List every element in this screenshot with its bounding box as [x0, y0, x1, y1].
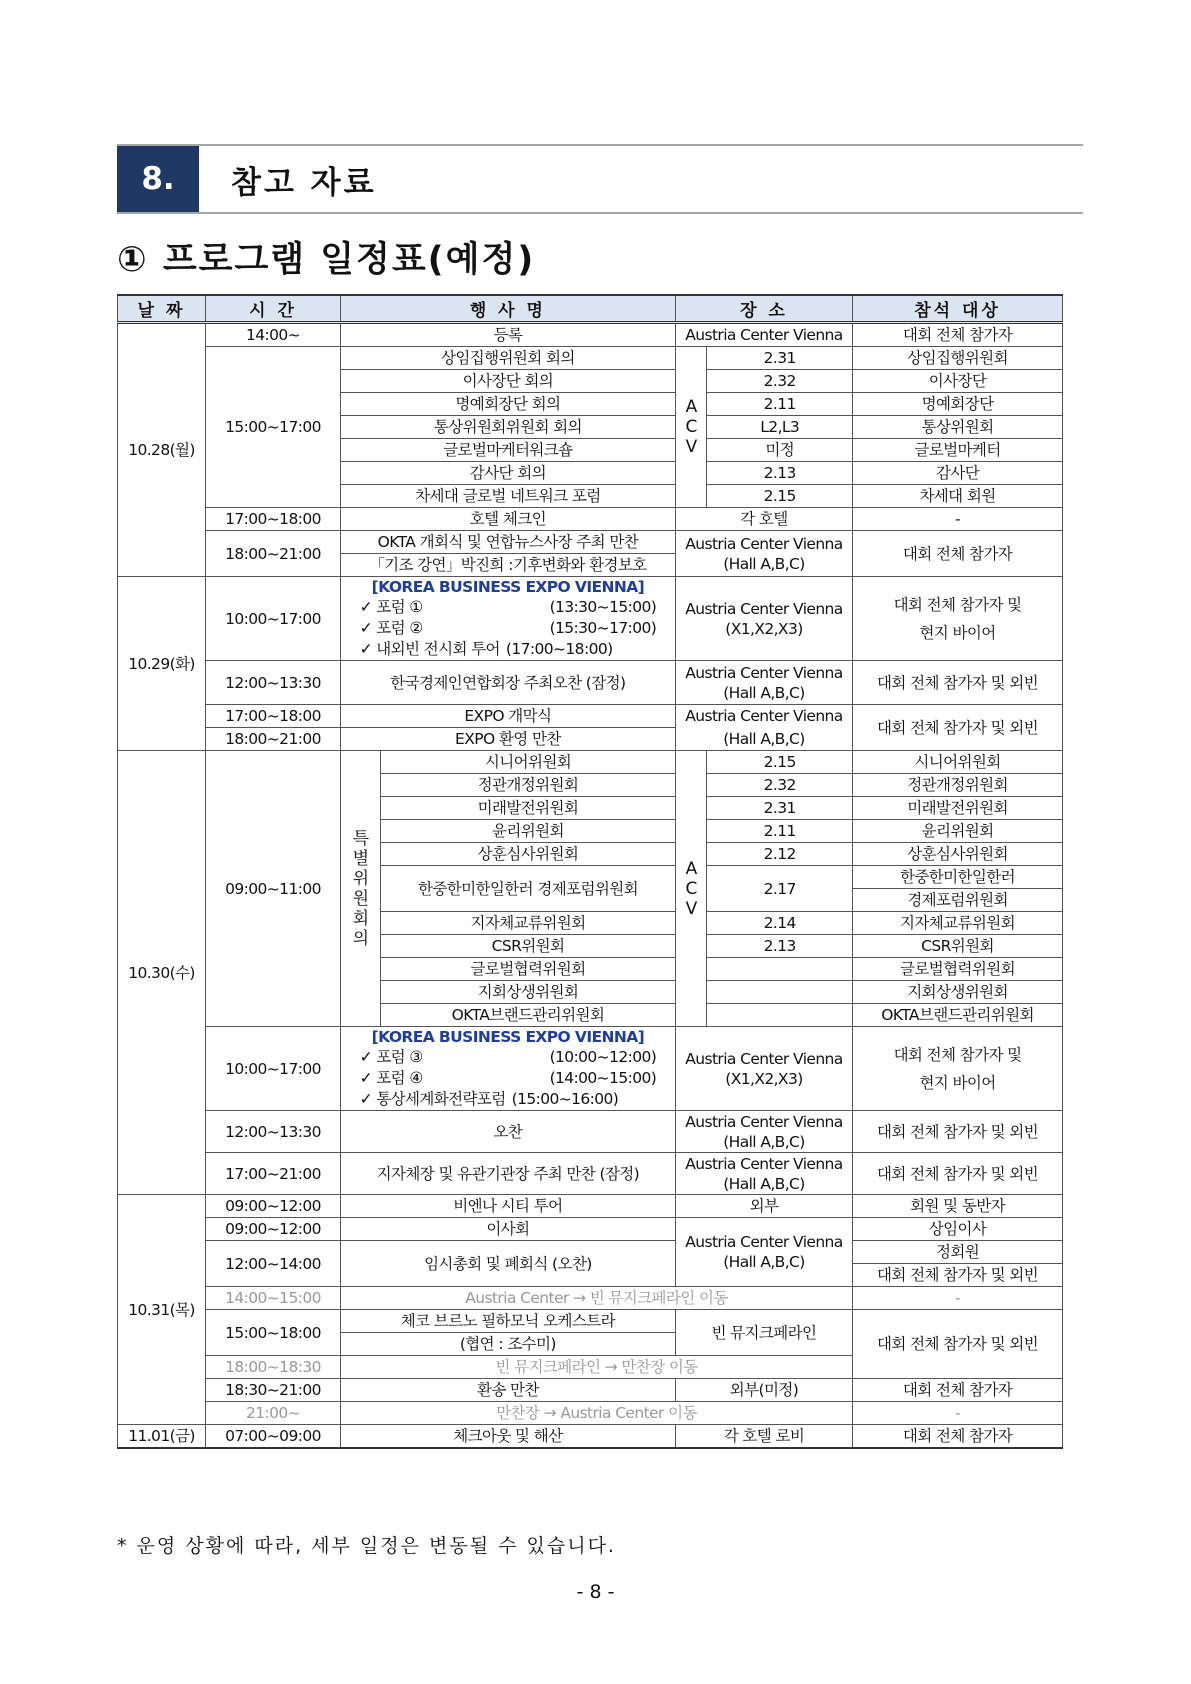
- event-cell: Austria Center → 빈 뮤지크페라인 이동: [340, 1287, 852, 1310]
- list-item: [360, 639, 657, 660]
- event-cell: 글로벌마케터워크숍: [340, 439, 675, 462]
- table-row: [118, 705, 1063, 728]
- venue-line: (Hall A,B,C): [723, 1253, 805, 1271]
- event-cell: 「기조 강연」박진희 :기후변화와 환경보호: [340, 554, 675, 577]
- acv-label: [675, 751, 707, 1027]
- room-cell: 2.15: [707, 751, 853, 774]
- table-row: [118, 1402, 1063, 1425]
- attendees-line: 대회 전체 참가자 및: [893, 1045, 1022, 1064]
- time-cell: 09:00~12:00: [206, 1218, 341, 1241]
- attendees-cell: 대회 전체 참가자 및 외빈: [853, 1153, 1063, 1195]
- event-cell: 환송 만찬: [340, 1379, 675, 1402]
- venue-line: Austria Center Vienna: [685, 1154, 843, 1173]
- section-title: 참고 자료: [231, 164, 377, 201]
- event-cell: 등록: [340, 323, 675, 347]
- attendees-cell: 대회 전체 참가자 및 외빈: [853, 1310, 1063, 1379]
- forum-name: ✓ 포럼 ①: [359, 598, 423, 616]
- date-cell: 10.28(월): [118, 323, 206, 577]
- table-row: [118, 508, 1063, 531]
- venue-line: Austria Center Vienna: [685, 1233, 843, 1251]
- expo-title: [KOREA BUSINESS EXPO VIENNA]: [371, 1028, 645, 1046]
- event-cell: (협연 : 조수미): [340, 1333, 675, 1356]
- page-number: - 8 -: [576, 1581, 615, 1603]
- room-cell: 2.13: [707, 935, 853, 958]
- forum-name: ✓ 통상세계화전략포럼: [359, 1090, 506, 1108]
- attendees-cell: 정관개정위원회: [853, 774, 1063, 797]
- attendees-cell: [853, 577, 1063, 661]
- attendees-cell: 대회 전체 참가자: [853, 1425, 1063, 1449]
- forum-time: (17:00~18:00): [505, 640, 613, 658]
- event-cell: 만찬장 → Austria Center 이동: [340, 1402, 852, 1425]
- table-row: [118, 1153, 1063, 1195]
- event-cell: EXPO 환영 만찬: [340, 728, 675, 751]
- attendees-cell: 대회 전체 참가자 및 외빈: [853, 661, 1063, 705]
- expo-program-cell: [340, 1027, 675, 1111]
- forum-time: (13:30~15:00): [549, 598, 657, 616]
- attendees-cell: 통상위원회: [853, 416, 1063, 439]
- time-cell: 18:00~21:00: [206, 531, 341, 577]
- event-cell: 비엔나 시티 투어: [340, 1195, 675, 1218]
- venue-line: (X1,X2,X3): [725, 619, 803, 638]
- venue-cell: [675, 531, 852, 577]
- expo-items: [360, 1047, 657, 1110]
- event-cell: 명예회장단 회의: [340, 393, 675, 416]
- time-cell: 17:00~21:00: [206, 1153, 341, 1195]
- table-row: [118, 1111, 1063, 1153]
- event-cell: 시니어위원회: [381, 751, 676, 774]
- expo-program-cell: [340, 577, 675, 661]
- attendees-cell: 감사단: [853, 462, 1063, 485]
- venue-line: Austria Center Vienna: [685, 663, 843, 682]
- table-row: [118, 323, 1063, 347]
- forum-name: ✓ 포럼 ④: [359, 1069, 423, 1087]
- expo-title: [KOREA BUSINESS EXPO VIENNA]: [371, 578, 645, 596]
- event-cell: 정관개정위원회: [381, 774, 676, 797]
- time-cell: 18:00~21:00: [206, 728, 341, 751]
- time-cell: 17:00~18:00: [206, 705, 341, 728]
- event-cell: 한중한미한일한러 경제포럼위원회: [381, 866, 676, 912]
- room-cell: 2.31: [707, 797, 853, 820]
- acv-label-text: A C V: [685, 397, 697, 457]
- table-row: [118, 1425, 1063, 1449]
- room-cell: 2.14: [707, 912, 853, 935]
- attendees-line: 현지 바이어: [919, 1073, 996, 1092]
- time-cell: 07:00~09:00: [206, 1425, 341, 1449]
- list-item: [360, 1047, 657, 1068]
- event-cell: 차세대 글로벌 네트워크 포럼: [340, 485, 675, 508]
- forum-time: (15:00~16:00): [511, 1090, 619, 1108]
- attendees-cell: 글로벌마케터: [853, 439, 1063, 462]
- venue-line: Austria Center Vienna: [685, 534, 843, 553]
- header-time: 시 간: [206, 295, 341, 323]
- event-cell: OKTA 개회식 및 연합뉴스사장 주최 만찬: [340, 531, 675, 554]
- room-cell: 미정: [707, 439, 853, 462]
- venue-cell: [675, 577, 852, 661]
- table-row: [118, 577, 1063, 661]
- attendees-cell: OKTA브랜드관리위원회: [853, 1004, 1063, 1027]
- table-row: [118, 531, 1063, 554]
- schedule-table: [117, 294, 1063, 1449]
- table-row: [118, 1241, 1063, 1264]
- time-cell: 12:00~13:30: [206, 661, 341, 705]
- time-cell: 12:00~13:30: [206, 1111, 341, 1153]
- header-attendees: 참석 대상: [853, 295, 1063, 323]
- venue-cell: Austria Center Vienna: [675, 705, 852, 728]
- event-cell: 상훈심사위원회: [381, 843, 676, 866]
- attendees-cell: 대회 전체 참가자: [853, 1379, 1063, 1402]
- attendees-line: 현지 바이어: [919, 623, 996, 642]
- attendees-cell: 차세대 회원: [853, 485, 1063, 508]
- room-cell: 2.17: [707, 866, 853, 912]
- attendees-cell: CSR위원회: [853, 935, 1063, 958]
- event-cell: 지자체장 및 유관기관장 주최 만찬 (잠정): [340, 1153, 675, 1195]
- time-cell: 10:00~17:00: [206, 577, 341, 661]
- list-item: [360, 618, 657, 639]
- room-cell: 2.32: [707, 370, 853, 393]
- date-cell: 11.01(금): [118, 1425, 206, 1449]
- forum-time: (15:30~17:00): [549, 619, 657, 637]
- event-cell: 체크아웃 및 해산: [340, 1425, 675, 1449]
- venue-cell: 외부(미정): [675, 1379, 852, 1402]
- venue-cell: 외부: [675, 1195, 852, 1218]
- time-cell: 18:00~18:30: [206, 1356, 341, 1379]
- venue-cell: (Hall A,B,C): [675, 728, 852, 751]
- venue-line: Austria Center Vienna: [685, 1049, 843, 1068]
- attendees-cell: 대회 전체 참가자: [853, 531, 1063, 577]
- event-cell: 지회상생위원회: [381, 981, 676, 1004]
- time-cell: 09:00~11:00: [206, 751, 341, 1027]
- acv-label-text: A C V: [685, 858, 697, 919]
- venue-line: Austria Center Vienna: [685, 599, 843, 618]
- section-number: 8.: [117, 146, 199, 212]
- header-event: 행 사 명: [340, 295, 675, 323]
- event-cell: 빈 뮤지크페라인 → 만찬장 이동: [340, 1356, 852, 1379]
- list-item: [360, 597, 657, 618]
- event-cell: 이사장단 회의: [340, 370, 675, 393]
- attendees-cell: 윤리위원회: [853, 820, 1063, 843]
- table-row: [118, 1027, 1063, 1111]
- event-cell: 통상위원회위원회 회의: [340, 416, 675, 439]
- time-cell: 10:00~17:00: [206, 1027, 341, 1111]
- event-cell: 상임집행위원회 회의: [340, 347, 675, 370]
- time-cell: 15:00~17:00: [206, 347, 341, 508]
- venue-cell: 각 호텔 로비: [675, 1425, 852, 1449]
- attendees-cell: 지자체교류위원회: [853, 912, 1063, 935]
- attendees-cell: 지회상생위원회: [853, 981, 1063, 1004]
- venue-cell: [675, 1111, 852, 1153]
- attendees-cell: [853, 1027, 1063, 1111]
- attendees-cell: 시니어위원회: [853, 751, 1063, 774]
- venue-cell: 빈 뮤지크페라인: [675, 1310, 852, 1356]
- event-cell: 임시총회 및 폐회식 (오찬): [340, 1241, 675, 1287]
- table-row: [118, 1310, 1063, 1333]
- header-venue: 장 소: [675, 295, 852, 323]
- attendees-cell: 상임집행위원회: [853, 347, 1063, 370]
- event-cell: 지자체교류위원회: [381, 912, 676, 935]
- venue-line: (Hall A,B,C): [723, 554, 805, 573]
- header-date: 날 짜: [118, 295, 206, 323]
- room-cell: L2,L3: [707, 416, 853, 439]
- attendees-cell: 한중한미한일한러: [853, 866, 1063, 889]
- room-cell: [707, 958, 853, 981]
- table-row: [118, 347, 1063, 370]
- room-cell: [707, 981, 853, 1004]
- event-cell: CSR위원회: [381, 935, 676, 958]
- attendees-cell: 상훈심사위원회: [853, 843, 1063, 866]
- attendees-cell: -: [853, 508, 1063, 531]
- table-row: [118, 661, 1063, 705]
- date-cell: 10.31(목): [118, 1195, 206, 1425]
- attendees-cell: 경제포럼위원회: [853, 889, 1063, 912]
- venue-cell: [675, 661, 852, 705]
- expo-items: [360, 597, 657, 660]
- forum-name: ✓ 포럼 ②: [359, 619, 423, 637]
- attendees-cell: 회원 및 동반자: [853, 1195, 1063, 1218]
- room-cell: 2.11: [707, 820, 853, 843]
- subtitle: ① 프로그램 일정표(예정): [117, 240, 536, 280]
- venue-cell: [675, 1153, 852, 1195]
- venue-line: (X1,X2,X3): [725, 1069, 803, 1088]
- attendees-cell: -: [853, 1402, 1063, 1425]
- venue-line: (Hall A,B,C): [723, 683, 805, 702]
- venue-line: Austria Center Vienna: [685, 1112, 843, 1131]
- list-item: [360, 1089, 657, 1110]
- special-committee-label-text: 특 별 위 원 회 의: [352, 828, 369, 949]
- footnote: * 운영 상황에 따라, 세부 일정은 변동될 수 있습니다.: [117, 1535, 616, 1557]
- date-cell: 10.30(수): [118, 751, 206, 1195]
- time-cell: 09:00~12:00: [206, 1195, 341, 1218]
- forum-time: (10:00~12:00): [549, 1048, 657, 1066]
- attendees-line: 대회 전체 참가자 및: [893, 595, 1022, 614]
- forum-time: (14:00~15:00): [549, 1069, 657, 1087]
- table-row: [118, 1218, 1063, 1241]
- event-cell: 글로벌협력위원회: [381, 958, 676, 981]
- attendees-cell: 미래발전위원회: [853, 797, 1063, 820]
- room-cell: 2.11: [707, 393, 853, 416]
- acv-label: [675, 347, 707, 508]
- room-cell: 2.32: [707, 774, 853, 797]
- venue-line: (Hall A,B,C): [723, 1174, 805, 1193]
- event-cell: 미래발전위원회: [381, 797, 676, 820]
- attendees-cell: 대회 전체 참가자 및 외빈: [853, 1111, 1063, 1153]
- table-row: [118, 1287, 1063, 1310]
- time-cell: 14:00~: [206, 323, 341, 347]
- attendees-cell: 글로벌협력위원회: [853, 958, 1063, 981]
- section-header: [117, 144, 1083, 214]
- room-cell: 2.12: [707, 843, 853, 866]
- date-cell: 10.29(화): [118, 577, 206, 751]
- event-cell: 한국경제인연합회장 주최오찬 (잠정): [340, 661, 675, 705]
- room-cell: 2.31: [707, 347, 853, 370]
- list-item: [360, 1068, 657, 1089]
- table-row: [118, 1379, 1063, 1402]
- table-row: [118, 751, 1063, 774]
- venue-cell: [675, 1027, 852, 1111]
- special-committee-label: [340, 751, 380, 1027]
- time-cell: 14:00~15:00: [206, 1287, 341, 1310]
- event-cell: 이사회: [340, 1218, 675, 1241]
- event-cell: EXPO 개막식: [340, 705, 675, 728]
- room-cell: [707, 1004, 853, 1027]
- attendees-cell: -: [853, 1287, 1063, 1310]
- venue-line: (Hall A,B,C): [723, 1132, 805, 1151]
- time-cell: 12:00~14:00: [206, 1241, 341, 1287]
- attendees-cell: 대회 전체 참가자 및 외빈: [853, 705, 1063, 751]
- time-cell: 15:00~18:00: [206, 1310, 341, 1356]
- forum-name: ✓ 포럼 ③: [359, 1048, 423, 1066]
- forum-name: ✓ 내외빈 전시회 투어: [359, 640, 500, 658]
- venue-cell: 각 호텔: [675, 508, 852, 531]
- attendees-cell: 상임이사: [853, 1218, 1063, 1241]
- event-cell: OKTA브랜드관리위원회: [381, 1004, 676, 1027]
- event-cell: 호텔 체크인: [340, 508, 675, 531]
- attendees-cell: 명예회장단: [853, 393, 1063, 416]
- venue-cell: [675, 1218, 852, 1287]
- event-cell: 감사단 회의: [340, 462, 675, 485]
- room-cell: 2.15: [707, 485, 853, 508]
- time-cell: 18:30~21:00: [206, 1379, 341, 1402]
- attendees-cell: 대회 전체 참가자 및 외빈: [853, 1264, 1063, 1287]
- time-cell: 21:00~: [206, 1402, 341, 1425]
- attendees-cell: 이사장단: [853, 370, 1063, 393]
- time-cell: 17:00~18:00: [206, 508, 341, 531]
- table-row: [118, 1195, 1063, 1218]
- event-cell: 윤리위원회: [381, 820, 676, 843]
- attendees-cell: 정회원: [853, 1241, 1063, 1264]
- table-header-row: [118, 295, 1063, 323]
- event-cell: 오찬: [340, 1111, 675, 1153]
- event-cell: 체코 브르노 필하모닉 오케스트라: [340, 1310, 675, 1333]
- attendees-cell: 대회 전체 참가자: [853, 323, 1063, 347]
- room-cell: 2.13: [707, 462, 853, 485]
- venue-cell: Austria Center Vienna: [675, 323, 852, 347]
